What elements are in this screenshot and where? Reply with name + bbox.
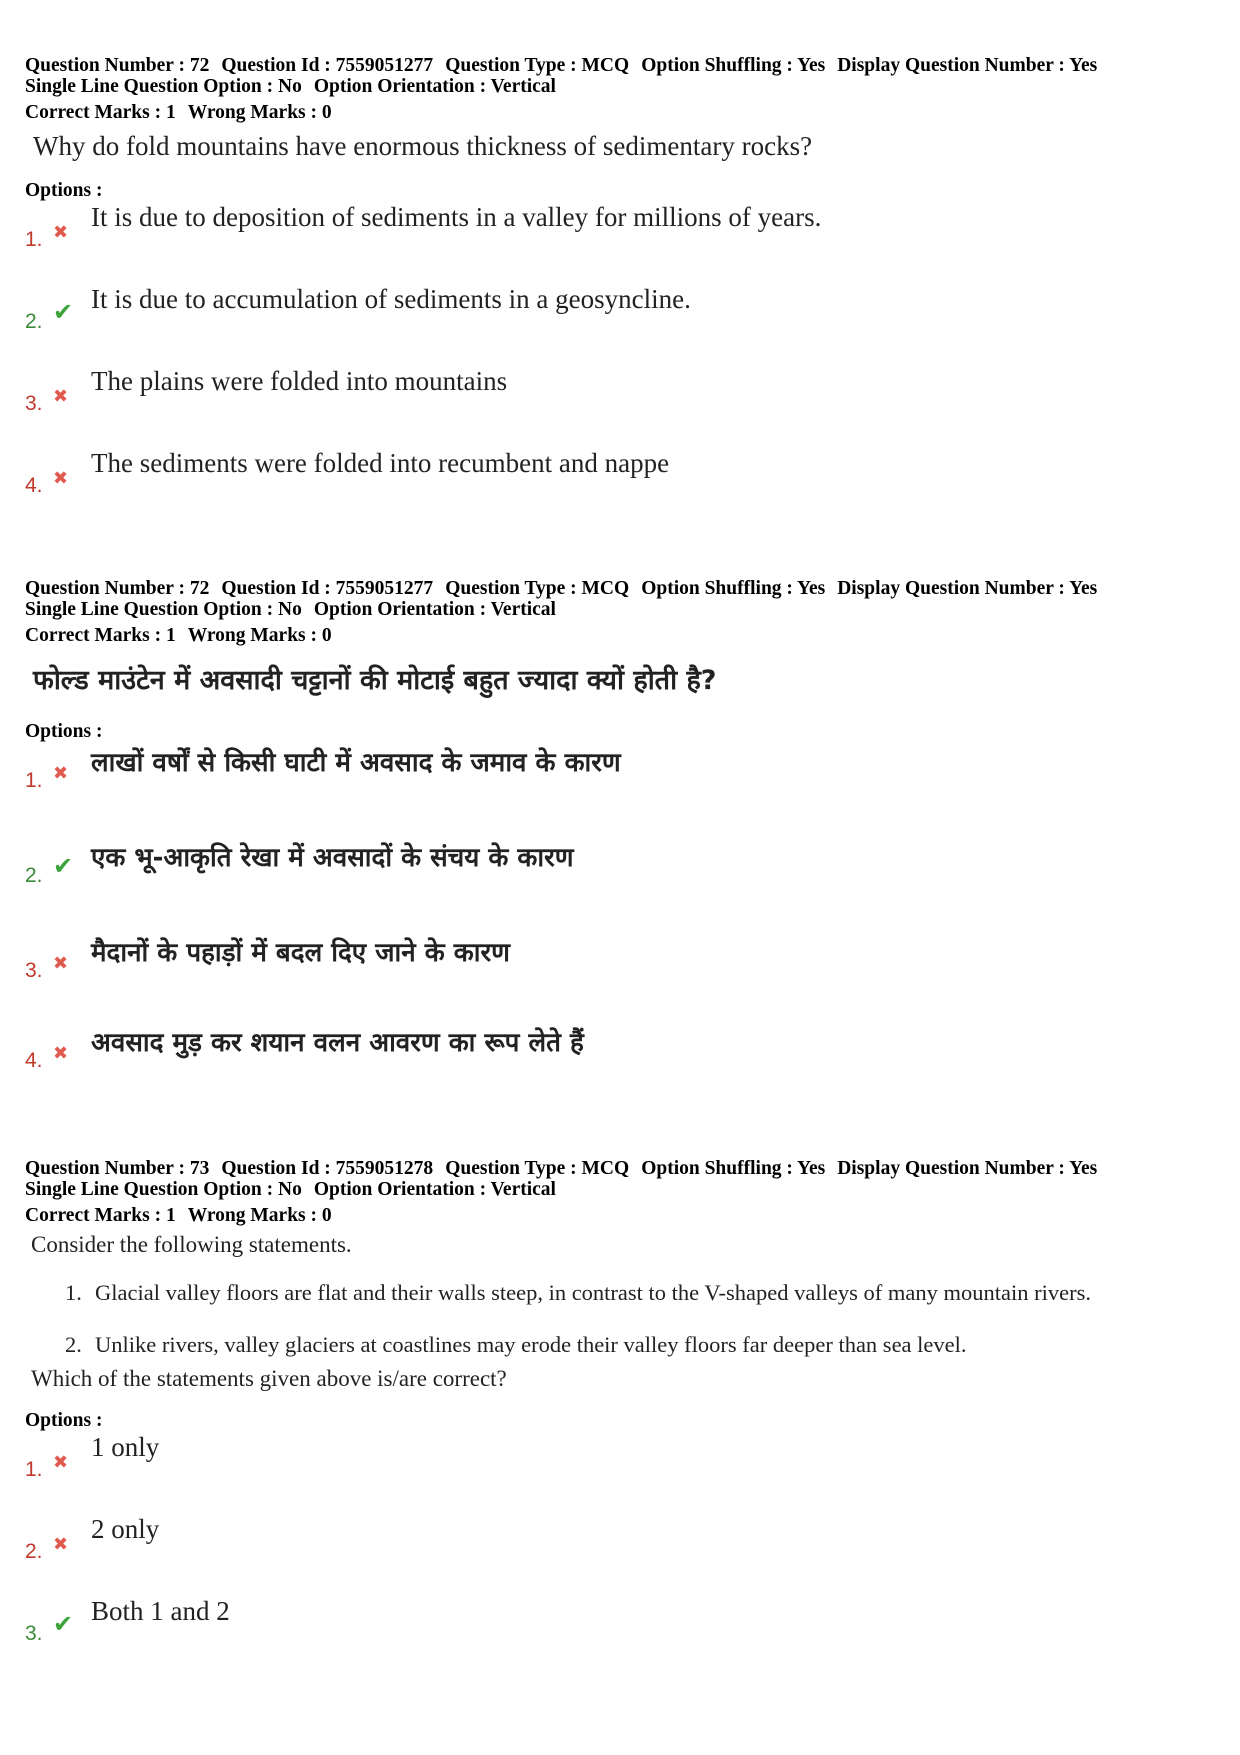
option-item <box>25 284 1215 366</box>
question-type: Question Type : MCQ <box>445 55 630 76</box>
option-item <box>25 1023 1215 1113</box>
display-question-number: Display Question Number : Yes <box>837 1158 1098 1179</box>
option-number: 2. <box>25 864 43 887</box>
question-id: Question Id : 7559051277 <box>221 55 434 76</box>
question-id: Question Id : 7559051278 <box>221 1158 434 1179</box>
question-text: Why do fold mountains have enormous thickness of sedimentary rocks? <box>33 131 813 161</box>
option-orientation: Option Orientation : Vertical <box>313 1179 556 1200</box>
options-list <box>25 202 1215 530</box>
cross-icon: ✖ <box>53 386 69 407</box>
question-block-72-hi <box>25 578 1215 1113</box>
marks-line <box>25 1205 1215 1226</box>
option-number: 2. <box>25 1540 43 1563</box>
statement-text: Unlike rivers, valley glaciers at coastlines may erode their valley floors far deeper than sea level. <box>95 1332 967 1357</box>
option-item <box>25 1596 1215 1678</box>
question-meta-line-1 <box>25 578 1215 599</box>
cross-icon: ✖ <box>53 763 69 784</box>
option-text: It is due to deposition of sediments in a valley for millions of years. <box>91 202 822 232</box>
options-label: Options : <box>25 1410 103 1431</box>
option-shuffling: Option Shuffling : Yes <box>641 578 826 599</box>
option-item <box>25 1432 1215 1514</box>
option-item <box>25 366 1215 448</box>
question-type: Question Type : MCQ <box>445 1158 630 1179</box>
cross-icon: ✖ <box>53 468 69 489</box>
correct-marks: Correct Marks : 1 <box>25 625 176 646</box>
question-meta-line-2 <box>25 599 1215 620</box>
option-orientation: Option Orientation : Vertical <box>313 76 556 97</box>
question-number: Question Number : 72 <box>25 55 210 76</box>
question-ask: Which of the statements given above is/are correct? <box>31 1366 507 1391</box>
marks-line <box>25 102 1215 123</box>
cross-icon: ✖ <box>53 953 69 974</box>
option-text: अवसाद मुड़ कर शयान वलन आवरण का रूप लेते हैं <box>91 1028 584 1058</box>
statement-number: 2. <box>65 1332 82 1357</box>
check-icon: ✔ <box>53 298 74 326</box>
option-shuffling: Option Shuffling : Yes <box>641 1158 826 1179</box>
options-label: Options : <box>25 721 103 742</box>
option-number: 3. <box>25 1622 43 1645</box>
question-number: Question Number : 73 <box>25 1158 210 1179</box>
question-meta-line-2 <box>25 1179 1215 1200</box>
marks-line <box>25 625 1215 646</box>
option-text: 2 only <box>91 1514 160 1544</box>
option-number: 4. <box>25 1049 43 1072</box>
options-list <box>25 743 1215 1113</box>
single-line-option: Single Line Question Option : No <box>25 1179 302 1200</box>
cross-icon: ✖ <box>53 1534 69 1555</box>
option-item <box>25 838 1215 933</box>
cross-icon: ✖ <box>53 222 69 243</box>
option-item <box>25 743 1215 838</box>
option-text: Both 1 and 2 <box>91 1596 230 1626</box>
single-line-option: Single Line Question Option : No <box>25 599 302 620</box>
question-block-73 <box>25 1158 1215 1678</box>
check-icon: ✔ <box>53 1610 74 1638</box>
option-item <box>25 1514 1215 1596</box>
option-text: The sediments were folded into recumbent and nappe <box>91 448 670 478</box>
correct-marks: Correct Marks : 1 <box>25 102 176 123</box>
option-text: 1 only <box>91 1432 160 1462</box>
question-meta-line-1 <box>25 1158 1215 1179</box>
wrong-marks: Wrong Marks : 0 <box>187 102 332 123</box>
statement-item <box>65 1332 1215 1358</box>
option-number: 3. <box>25 959 43 982</box>
cross-icon: ✖ <box>53 1452 69 1473</box>
single-line-option: Single Line Question Option : No <box>25 76 302 97</box>
option-item <box>25 448 1215 530</box>
display-question-number: Display Question Number : Yes <box>837 578 1098 599</box>
wrong-marks: Wrong Marks : 0 <box>187 625 332 646</box>
option-item <box>25 933 1215 1023</box>
option-number: 1. <box>25 1458 43 1481</box>
display-question-number: Display Question Number : Yes <box>837 55 1098 76</box>
option-text: It is due to accumulation of sediments in a geosyncline. <box>91 284 691 314</box>
correct-marks: Correct Marks : 1 <box>25 1205 176 1226</box>
option-number: 1. <box>25 769 43 792</box>
option-text: एक भू-आकृति रेखा में अवसादों के संचय के कारण <box>91 843 574 873</box>
question-number: Question Number : 72 <box>25 578 210 599</box>
option-text: लाखों वर्षों से किसी घाटी में अवसाद के जमाव के कारण <box>91 748 621 778</box>
option-number: 3. <box>25 392 43 415</box>
cross-icon: ✖ <box>53 1043 69 1064</box>
option-number: 1. <box>25 228 43 251</box>
question-id: Question Id : 7559051277 <box>221 578 434 599</box>
check-icon: ✔ <box>53 852 74 880</box>
option-shuffling: Option Shuffling : Yes <box>641 55 826 76</box>
question-text: फोल्ड माउंटेन में अवसादी चट्टानों की मोटाई बहुत ज्यादा क्यों होती है? <box>33 665 717 696</box>
statement-list <box>25 1280 1215 1358</box>
question-type: Question Type : MCQ <box>445 578 630 599</box>
option-text: मैदानों के पहाड़ों में बदल दिए जाने के कारण <box>91 938 510 968</box>
question-intro: Consider the following statements. <box>31 1232 352 1257</box>
statement-text: Glacial valley floors are flat and their walls steep, in contrast to the V-shaped valleys of many mountain rivers. <box>95 1280 1091 1305</box>
options-label: Options : <box>25 180 103 201</box>
option-orientation: Option Orientation : Vertical <box>313 599 556 620</box>
option-number: 4. <box>25 474 43 497</box>
option-number: 2. <box>25 310 43 333</box>
question-meta-line-2 <box>25 76 1215 97</box>
question-meta-line-1 <box>25 55 1215 76</box>
options-list <box>25 1432 1215 1678</box>
wrong-marks: Wrong Marks : 0 <box>187 1205 332 1226</box>
statement-item <box>65 1280 1215 1306</box>
question-block-72-en <box>25 55 1215 530</box>
option-text: The plains were folded into mountains <box>91 366 508 396</box>
option-item <box>25 202 1215 284</box>
statement-number: 1. <box>65 1280 82 1305</box>
